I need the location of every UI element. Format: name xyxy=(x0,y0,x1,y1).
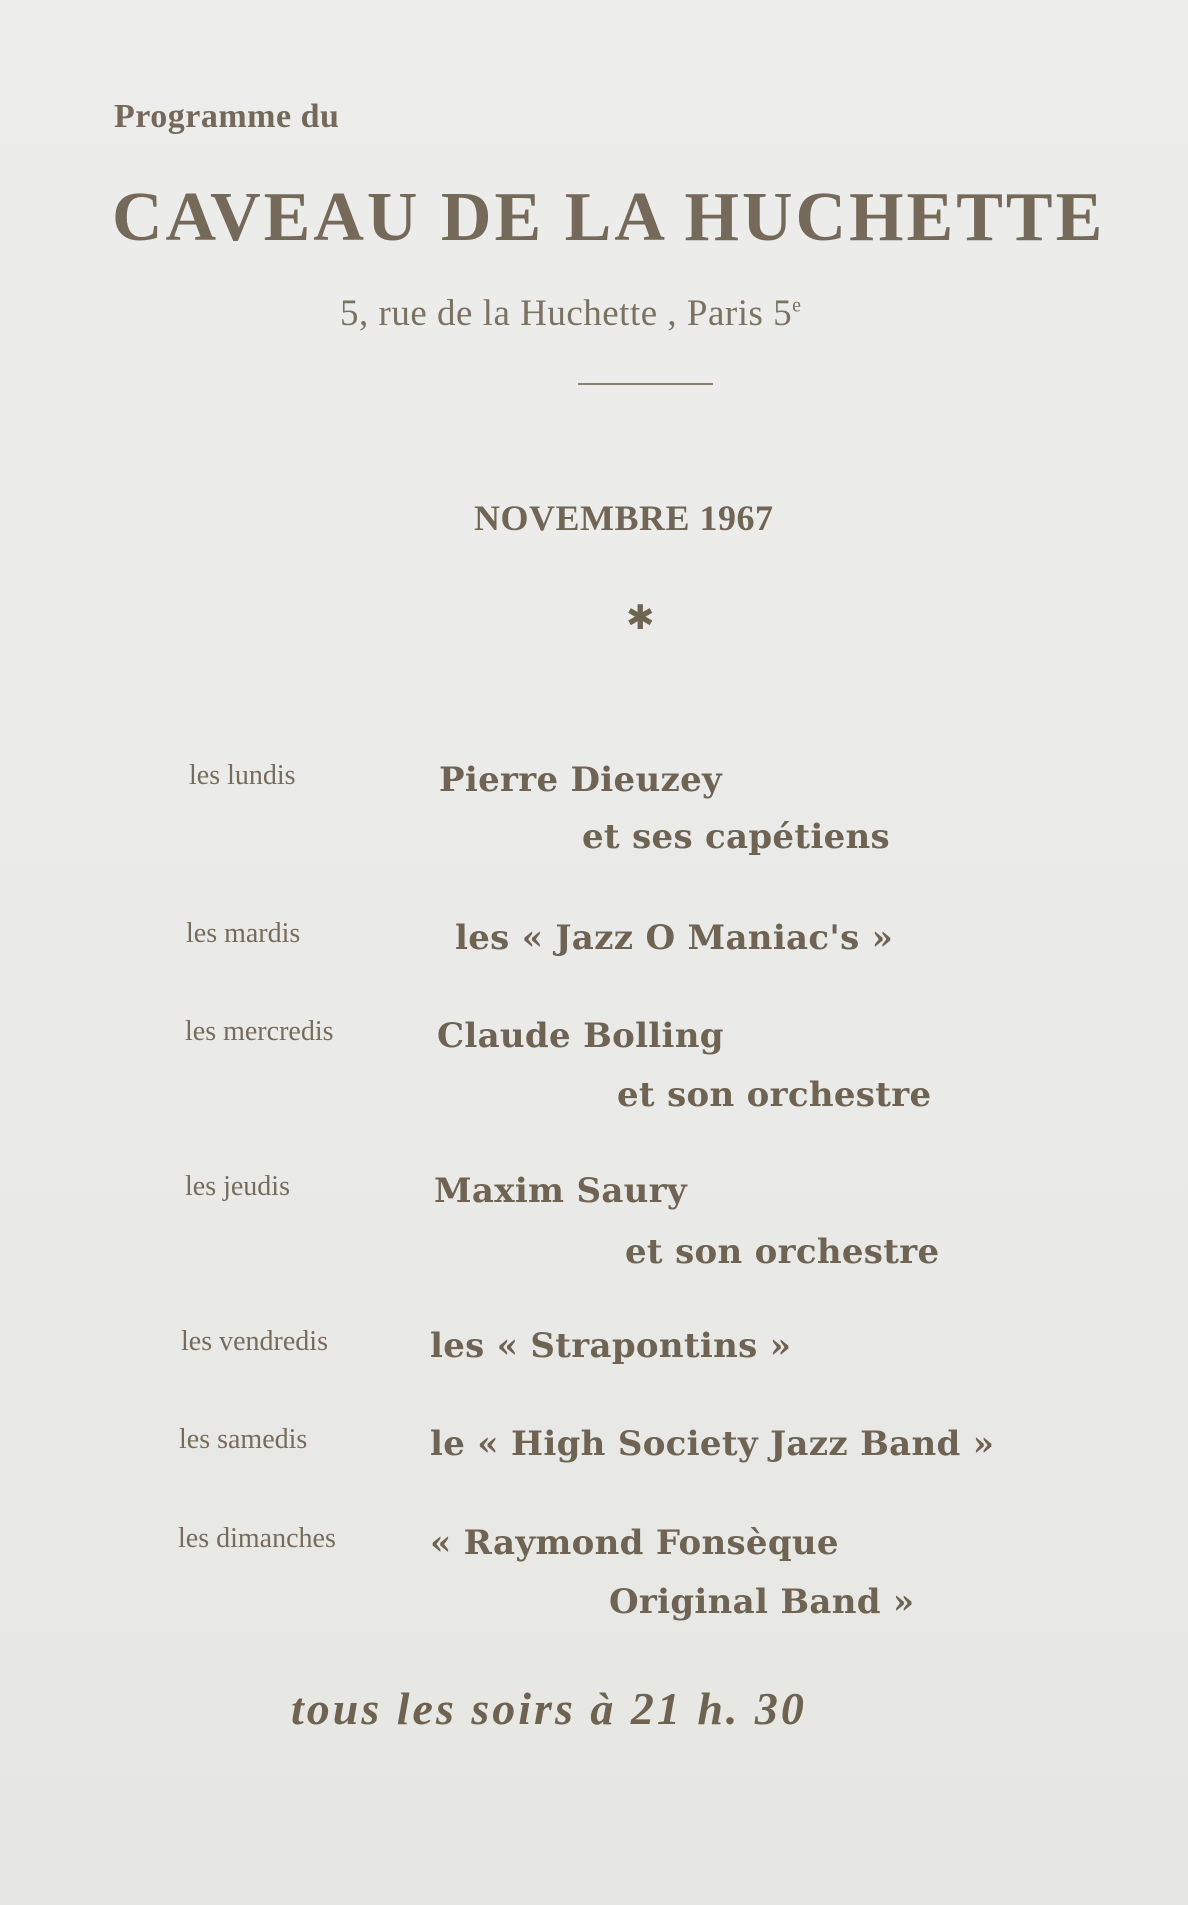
act-vendredis-line1: les « Strapontins » xyxy=(430,1326,792,1366)
day-label-lundis: les lundis xyxy=(189,760,296,791)
address-suffix: e xyxy=(792,294,802,317)
star-ornament-icon: ✱ xyxy=(626,600,655,637)
act-mardis-line1: les « Jazz O Maniac's » xyxy=(455,918,894,958)
day-label-jeudis: les jeudis xyxy=(185,1171,290,1202)
address-text: 5, rue de la Huchette , Paris 5 xyxy=(340,293,793,334)
act-lundis-line2: et ses capétiens xyxy=(582,817,890,857)
act-samedis-line1: le « High Society Jazz Band » xyxy=(430,1424,995,1464)
program-month: NOVEMBRE 1967 xyxy=(474,498,774,538)
program-kicker: Programme du xyxy=(114,98,340,135)
day-label-samedis: les samedis xyxy=(179,1424,308,1455)
act-lundis-line1: Pierre Dieuzey xyxy=(439,760,723,800)
act-mercredis-line2: et son orchestre xyxy=(617,1075,932,1115)
act-jeudis-line2: et son orchestre xyxy=(625,1232,940,1272)
venue-title: CAVEAU DE LA HUCHETTE xyxy=(112,179,1106,256)
showtime-footer: tous les soirs à 21 h. 30 xyxy=(291,1683,807,1734)
act-dimanches-line2: Original Band » xyxy=(609,1582,915,1622)
day-label-mardis: les mardis xyxy=(186,918,301,949)
day-label-vendredis: les vendredis xyxy=(181,1326,328,1357)
header-divider xyxy=(578,383,713,385)
day-label-mercredis: les mercredis xyxy=(185,1016,334,1047)
day-label-dimanches: les dimanches xyxy=(178,1523,336,1554)
act-dimanches-line1: « Raymond Fonsèque xyxy=(430,1523,839,1563)
venue-address xyxy=(340,292,802,335)
act-jeudis-line1: Maxim Saury xyxy=(434,1171,687,1211)
act-mercredis-line1: Claude Bolling xyxy=(437,1016,724,1056)
